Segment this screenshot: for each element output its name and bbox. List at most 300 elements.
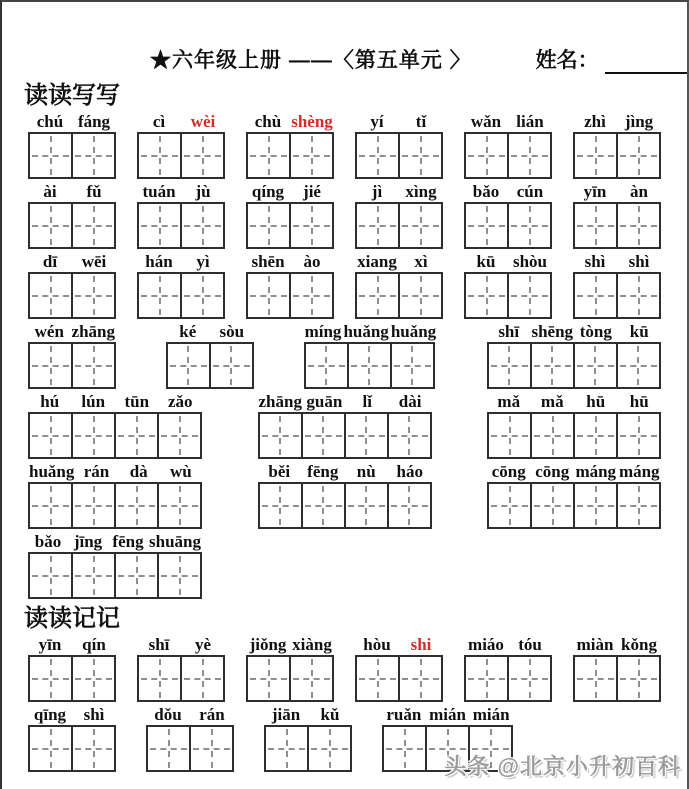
pinyin-label <box>246 252 334 272</box>
pinyin-syllable: běi <box>268 462 291 481</box>
name-blank-line <box>605 54 689 74</box>
writing-box <box>180 272 225 319</box>
pinyin-label <box>355 635 443 655</box>
writing-box <box>616 202 661 249</box>
pinyin-syllable: tuán <box>142 182 176 201</box>
writing-boxes <box>355 655 443 702</box>
writing-boxes <box>573 655 661 702</box>
writing-box <box>209 342 254 389</box>
writing-box <box>28 412 73 459</box>
writing-box <box>114 412 159 459</box>
pinyin-syllable: shēn <box>251 252 285 271</box>
writing-box <box>616 272 661 319</box>
pinyin-syllable: tòng <box>579 322 612 341</box>
pinyin-syllable: zǎo <box>167 392 193 411</box>
writing-box <box>71 412 116 459</box>
section-title-read-remember: 读读记记 <box>24 605 120 632</box>
pinyin-syllable: dī <box>42 252 58 271</box>
writing-box <box>189 725 234 772</box>
writing-box <box>28 552 73 599</box>
writing-box <box>507 132 552 179</box>
writing-boxes <box>28 412 202 459</box>
pinyin-label <box>246 635 334 655</box>
writing-box <box>530 412 575 459</box>
word-group <box>464 635 552 702</box>
writing-box <box>289 202 334 249</box>
writing-boxes <box>573 272 661 319</box>
pinyin-syllable: huǎng <box>343 322 389 341</box>
writing-box <box>344 482 389 529</box>
word-group <box>246 252 334 319</box>
writing-box <box>71 132 116 179</box>
writing-box <box>71 552 116 599</box>
writing-box <box>180 202 225 249</box>
writing-box <box>28 132 73 179</box>
pinyin-syllable: huǎng <box>29 462 75 481</box>
page-title: ★六年级上册 ——〈第五单元 〉 <box>150 49 472 72</box>
pinyin-syllable: cōng <box>535 462 570 481</box>
writing-boxes <box>464 202 552 249</box>
pinyin-syllable: dài <box>398 392 422 411</box>
pinyin-syllable: ké <box>179 322 197 341</box>
writing-box <box>468 725 513 772</box>
pinyin-label <box>355 112 443 132</box>
pinyin-syllable: àn <box>630 182 648 201</box>
writing-box <box>289 272 334 319</box>
writing-box <box>258 482 303 529</box>
writing-box <box>398 202 443 249</box>
word-group <box>464 182 552 249</box>
pinyin-syllable: kǔ <box>320 705 340 724</box>
pinyin-syllable: jì <box>371 182 383 201</box>
writing-box <box>507 202 552 249</box>
word-row <box>28 252 661 319</box>
pinyin-syllable: dà <box>129 462 148 481</box>
writing-boxes <box>355 202 443 249</box>
word-group <box>573 635 661 702</box>
writing-box <box>464 272 509 319</box>
writing-boxes <box>264 725 352 772</box>
pinyin-syllable: shì <box>83 705 105 724</box>
pinyin-syllable: tūn <box>124 392 150 411</box>
pinyin-label <box>464 112 552 132</box>
writing-boxes <box>137 202 225 249</box>
pinyin-label <box>137 252 225 272</box>
writing-boxes <box>487 342 661 389</box>
pinyin-label <box>487 462 661 482</box>
writing-box <box>355 272 400 319</box>
pinyin-syllable: wǎn <box>470 112 502 131</box>
writing-box <box>114 482 159 529</box>
writing-box <box>616 655 661 702</box>
pinyin-syllable: hán <box>145 252 173 271</box>
pinyin-label <box>166 322 254 342</box>
writing-boxes <box>573 202 661 249</box>
pinyin-label <box>304 322 438 342</box>
writing-boxes <box>464 272 552 319</box>
pinyin-label <box>28 705 116 725</box>
word-group <box>28 705 116 772</box>
pinyin-label <box>382 705 513 725</box>
writing-box <box>28 272 73 319</box>
writing-boxes <box>28 725 116 772</box>
writing-boxes <box>304 342 438 389</box>
writing-box <box>258 412 303 459</box>
pinyin-syllable: máng <box>575 462 617 481</box>
pinyin-syllable: lǐ <box>362 392 372 411</box>
writing-box <box>146 725 191 772</box>
word-row <box>28 705 661 772</box>
pinyin-syllable: xiàng <box>292 635 332 654</box>
writing-box <box>307 725 352 772</box>
pinyin-syllable: chú <box>36 112 64 131</box>
writing-box <box>246 655 291 702</box>
pinyin-syllable: shī <box>148 635 170 654</box>
pinyin-syllable: fēng <box>112 532 144 551</box>
word-group <box>28 462 202 529</box>
word-group <box>28 322 116 389</box>
pinyin-syllable: tǐ <box>415 112 427 131</box>
pinyin-syllable: wén <box>34 322 64 341</box>
word-row <box>28 532 661 599</box>
writing-box <box>530 342 575 389</box>
word-group <box>28 532 202 599</box>
section-read-remember-rows <box>28 635 661 772</box>
name-field <box>536 44 689 74</box>
pinyin-syllable: míng <box>304 322 342 341</box>
pinyin-syllable: fǔ <box>86 182 102 201</box>
pinyin-syllable: bǎo <box>472 182 500 201</box>
writing-box <box>507 272 552 319</box>
writing-box <box>180 132 225 179</box>
pinyin-syllable: shi <box>410 635 432 654</box>
pinyin-syllable: miáo <box>468 635 504 654</box>
pinyin-syllable: zhāng <box>71 322 115 341</box>
writing-box <box>347 342 392 389</box>
pinyin-syllable: mián <box>429 705 466 724</box>
pinyin-syllable: ào <box>303 252 321 271</box>
writing-box <box>28 655 73 702</box>
writing-box <box>289 132 334 179</box>
pinyin-syllable: jiān <box>271 705 301 724</box>
pinyin-syllable: bǎo <box>34 532 62 551</box>
writing-box <box>573 272 618 319</box>
pinyin-syllable: ài <box>43 182 57 201</box>
writing-box <box>464 132 509 179</box>
writing-box <box>573 482 618 529</box>
word-group <box>166 322 254 389</box>
pinyin-syllable: cōng <box>491 462 526 481</box>
writing-box <box>137 202 182 249</box>
word-group <box>28 182 116 249</box>
writing-box <box>71 202 116 249</box>
word-group <box>355 182 443 249</box>
writing-box <box>304 342 349 389</box>
pinyin-syllable: miàn <box>576 635 614 654</box>
pinyin-syllable: ruǎn <box>386 705 422 724</box>
pinyin-syllable: hú <box>40 392 60 411</box>
writing-box <box>71 725 116 772</box>
pinyin-syllable: lún <box>81 392 106 411</box>
pinyin-syllable: kū <box>476 252 496 271</box>
writing-boxes <box>382 725 513 772</box>
word-group <box>137 182 225 249</box>
writing-box <box>71 655 116 702</box>
writing-box <box>487 482 532 529</box>
pinyin-syllable: lián <box>516 112 544 131</box>
writing-box <box>28 482 73 529</box>
pinyin-syllable: kǒng <box>621 635 657 654</box>
writing-box <box>573 342 618 389</box>
writing-box <box>28 725 73 772</box>
pinyin-syllable: tóu <box>518 635 542 654</box>
pinyin-syllable: fēng <box>307 462 339 481</box>
word-row <box>28 635 661 702</box>
writing-box <box>344 412 389 459</box>
pinyin-label <box>28 462 202 482</box>
pinyin-syllable: rán <box>83 462 110 481</box>
writing-box <box>616 132 661 179</box>
writing-box <box>616 342 661 389</box>
writing-box <box>387 482 432 529</box>
pinyin-label <box>258 392 432 412</box>
pinyin-syllable: xiang <box>357 252 397 271</box>
word-group <box>146 705 234 772</box>
pinyin-syllable: nù <box>356 462 376 481</box>
word-group <box>258 462 432 529</box>
writing-box <box>616 412 661 459</box>
writing-box <box>289 655 334 702</box>
pinyin-label <box>573 635 661 655</box>
writing-boxes <box>28 482 202 529</box>
writing-boxes <box>166 342 254 389</box>
writing-boxes <box>355 272 443 319</box>
writing-box <box>387 412 432 459</box>
writing-box <box>246 202 291 249</box>
pinyin-label <box>487 322 661 342</box>
writing-box <box>573 132 618 179</box>
pinyin-label <box>264 705 352 725</box>
writing-box <box>355 202 400 249</box>
word-group <box>355 112 443 179</box>
writing-boxes <box>464 132 552 179</box>
pinyin-label <box>28 392 202 412</box>
writing-box <box>573 202 618 249</box>
word-row <box>28 392 661 459</box>
word-group <box>573 112 661 179</box>
pinyin-label <box>464 252 552 272</box>
pinyin-syllable: shèng <box>291 112 333 131</box>
pinyin-label <box>28 635 116 655</box>
writing-boxes <box>355 132 443 179</box>
writing-box <box>573 412 618 459</box>
pinyin-syllable: yīn <box>583 182 607 201</box>
writing-box <box>137 655 182 702</box>
word-group <box>464 252 552 319</box>
word-group <box>487 462 661 529</box>
pinyin-syllable: shì <box>584 252 606 271</box>
writing-box <box>487 342 532 389</box>
pinyin-label <box>137 635 225 655</box>
word-row <box>28 182 661 249</box>
writing-box <box>425 725 470 772</box>
pinyin-syllable: huǎng <box>390 322 437 341</box>
watermark: 头条 @北京小升初百科 <box>444 754 681 779</box>
writing-boxes <box>137 132 225 179</box>
writing-box <box>180 655 225 702</box>
writing-box <box>114 552 159 599</box>
section-read-write-rows <box>28 112 661 599</box>
writing-boxes <box>258 482 432 529</box>
pinyin-label <box>573 182 661 202</box>
writing-boxes <box>28 272 116 319</box>
pinyin-syllable: qīng <box>33 705 67 724</box>
pinyin-syllable: jīng <box>73 532 103 551</box>
word-group <box>573 182 661 249</box>
word-row <box>28 322 661 389</box>
writing-box <box>264 725 309 772</box>
writing-box <box>507 655 552 702</box>
name-label: 姓名： <box>535 49 599 72</box>
pinyin-label <box>355 252 443 272</box>
writing-box <box>166 342 211 389</box>
pinyin-syllable: yí <box>370 112 384 131</box>
word-group <box>258 392 432 459</box>
word-group <box>137 635 225 702</box>
word-group <box>573 252 661 319</box>
word-group <box>246 635 334 702</box>
pinyin-syllable: hū <box>629 392 649 411</box>
word-group <box>487 392 661 459</box>
writing-boxes <box>246 132 334 179</box>
pinyin-label <box>355 182 443 202</box>
writing-box <box>28 342 73 389</box>
writing-box <box>464 202 509 249</box>
pinyin-syllable: jié <box>303 182 321 201</box>
writing-boxes <box>246 202 334 249</box>
pinyin-label <box>246 182 334 202</box>
writing-boxes <box>573 132 661 179</box>
pinyin-label <box>137 112 225 132</box>
word-group <box>382 705 513 772</box>
pinyin-label <box>487 392 661 412</box>
section-title-read-write: 读读写写 <box>24 82 120 109</box>
word-group <box>137 252 225 319</box>
writing-box <box>246 132 291 179</box>
pinyin-label <box>146 705 234 725</box>
writing-boxes <box>28 202 116 249</box>
page-header <box>28 2 661 74</box>
writing-boxes <box>28 132 116 179</box>
pinyin-syllable: mián <box>472 705 510 724</box>
writing-box <box>398 272 443 319</box>
word-row <box>28 112 661 179</box>
writing-box <box>390 342 435 389</box>
writing-box <box>355 132 400 179</box>
pinyin-syllable: shuāng <box>149 532 201 551</box>
pinyin-label <box>28 322 116 342</box>
pinyin-syllable: hū <box>586 392 606 411</box>
word-group <box>355 635 443 702</box>
writing-box <box>137 272 182 319</box>
pinyin-syllable: wēi <box>81 252 107 271</box>
pinyin-syllable: qín <box>82 635 106 654</box>
writing-boxes <box>137 655 225 702</box>
word-group <box>28 392 202 459</box>
word-group <box>304 322 438 389</box>
pinyin-syllable: sòu <box>219 322 245 341</box>
writing-box <box>355 655 400 702</box>
pinyin-syllable: yīn <box>38 635 62 654</box>
writing-box <box>137 132 182 179</box>
pinyin-syllable: chù <box>254 112 282 131</box>
pinyin-label <box>464 182 552 202</box>
writing-box <box>71 272 116 319</box>
pinyin-label <box>28 252 116 272</box>
word-group <box>487 322 661 389</box>
writing-box <box>28 202 73 249</box>
word-group <box>28 112 116 179</box>
pinyin-syllable: mǎ <box>540 392 564 411</box>
pinyin-syllable: jù <box>195 182 211 201</box>
writing-boxes <box>146 725 234 772</box>
writing-box <box>71 342 116 389</box>
writing-boxes <box>464 655 552 702</box>
pinyin-syllable: xì <box>414 252 428 271</box>
pinyin-label <box>573 252 661 272</box>
writing-box <box>464 655 509 702</box>
word-group <box>137 112 225 179</box>
writing-box <box>71 482 116 529</box>
pinyin-syllable: shòu <box>512 252 548 271</box>
writing-box <box>301 482 346 529</box>
writing-boxes <box>137 272 225 319</box>
writing-box <box>246 272 291 319</box>
writing-boxes <box>28 342 116 389</box>
pinyin-syllable: hòu <box>363 635 391 654</box>
writing-box <box>301 412 346 459</box>
pinyin-syllable: cì <box>152 112 166 131</box>
word-group <box>246 182 334 249</box>
pinyin-syllable: yì <box>196 252 210 271</box>
pinyin-syllable: shī <box>498 322 520 341</box>
pinyin-syllable: zhì <box>584 112 606 131</box>
word-group <box>28 635 116 702</box>
writing-box <box>157 412 202 459</box>
pinyin-label <box>246 112 334 132</box>
writing-box <box>573 655 618 702</box>
writing-boxes <box>246 272 334 319</box>
pinyin-syllable: fáng <box>77 112 111 131</box>
pinyin-syllable: wèi <box>190 112 216 131</box>
writing-boxes <box>487 482 661 529</box>
writing-boxes <box>28 552 202 599</box>
pinyin-label <box>464 635 552 655</box>
word-row <box>28 462 661 529</box>
pinyin-label <box>28 112 116 132</box>
word-group <box>246 112 334 179</box>
word-group <box>264 705 352 772</box>
pinyin-syllable: shì <box>628 252 650 271</box>
word-group <box>355 252 443 319</box>
pinyin-syllable: yè <box>194 635 212 654</box>
writing-box <box>487 412 532 459</box>
pinyin-syllable: rán <box>199 705 225 724</box>
pinyin-syllable: shēng <box>531 322 574 341</box>
pinyin-syllable: kū <box>629 322 649 341</box>
writing-box <box>398 132 443 179</box>
pinyin-syllable: zhāng <box>258 392 302 411</box>
